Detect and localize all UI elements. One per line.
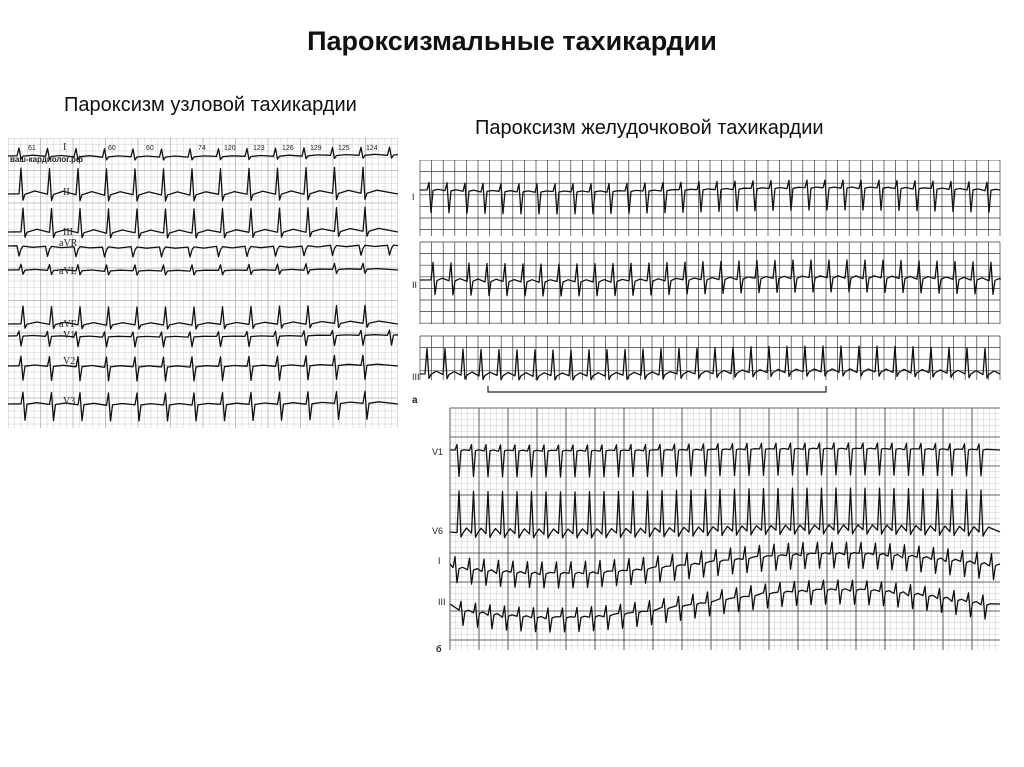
ecg-grid: [420, 160, 1000, 650]
panel-letter-a: а: [412, 395, 418, 406]
ecg-grid-major: [420, 160, 1000, 236]
ecg-grid: [8, 138, 398, 428]
ecg-ventricular-tachycardia: [412, 160, 1012, 656]
lead-label-I: I: [438, 556, 441, 566]
lead-label-I: I: [63, 142, 67, 153]
rr-label: 120: [224, 145, 236, 152]
ecg-nodal-tachycardia: [8, 138, 398, 428]
ecg-trace: [450, 542, 1000, 588]
lead-label-II: II: [63, 187, 70, 198]
lead-label-aVR: aVR: [59, 238, 78, 249]
lead-label-III: III: [438, 597, 446, 607]
lead-label-III: III: [412, 372, 420, 382]
tachycardia-bracket: [488, 386, 826, 392]
rr-label: 123: [253, 145, 265, 152]
caption-ventricular-tachycardia: Пароксизм желудочковой тахикардии: [475, 117, 824, 139]
lead-label-aVL: aVL: [59, 266, 77, 277]
lead-label-V1: V1: [432, 447, 444, 457]
ecg-trace: [450, 488, 1000, 538]
rr-label: 60: [108, 145, 116, 152]
lead-label-V2: V2: [63, 356, 76, 367]
rr-label: 129: [310, 145, 322, 152]
panel-letter-b: б: [436, 644, 442, 654]
rr-label: 125: [338, 145, 350, 152]
rr-label: 61: [28, 145, 36, 152]
lead-label-III: III: [63, 227, 73, 238]
rr-label: 74: [198, 145, 206, 152]
lead-label-II: II: [412, 280, 418, 290]
rr-label: 126: [282, 145, 294, 152]
lead-label-V3: V3: [63, 396, 76, 407]
lead-label-V6: V6: [432, 526, 444, 536]
rr-label: 124: [366, 145, 378, 152]
rr-label: 60: [146, 145, 154, 152]
slide-title: Пароксизмальные тахикардии: [307, 26, 717, 56]
watermark-text: ваш-кардиолог.рф: [10, 155, 83, 164]
lead-label-V1: V1: [63, 330, 76, 341]
lead-label-aVF: aVF: [59, 319, 77, 330]
lead-label-I: I: [412, 192, 415, 202]
ecg-grid-major: [420, 242, 1000, 324]
caption-nodal-tachycardia: Пароксизм узловой тахикардии: [64, 94, 357, 116]
